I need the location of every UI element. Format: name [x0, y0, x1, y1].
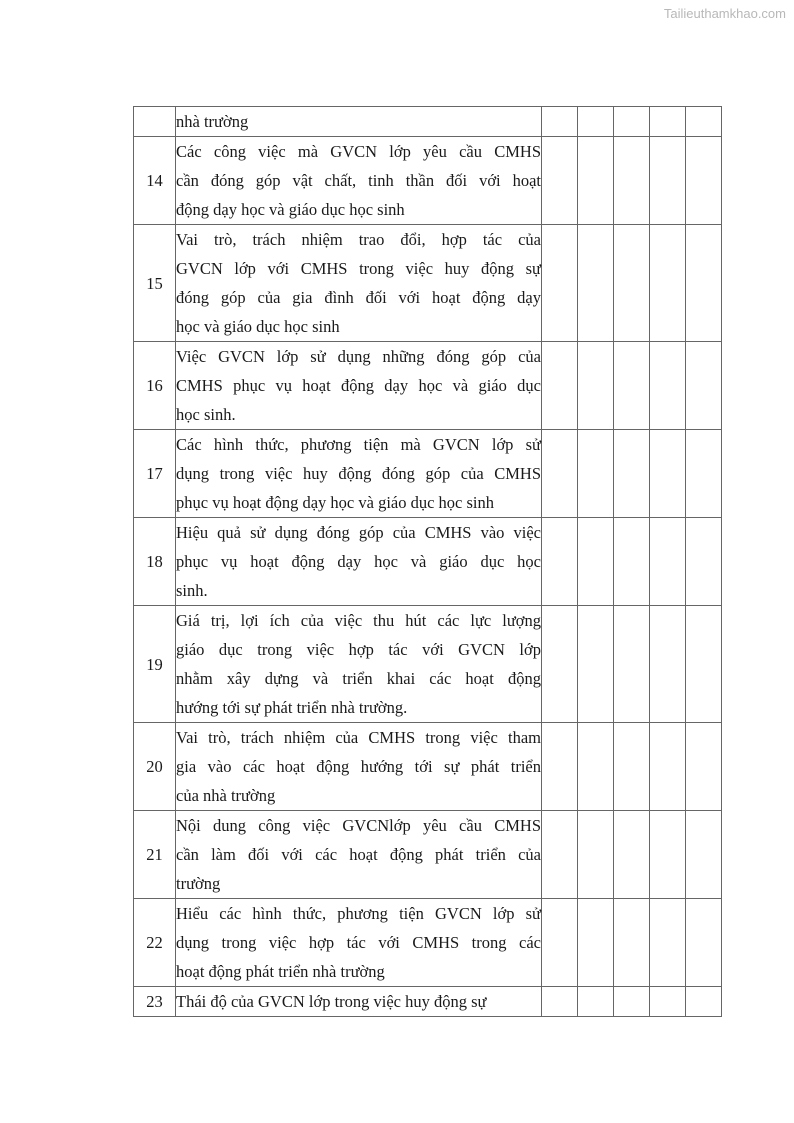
rating-cell[interactable] [614, 518, 650, 606]
item-content [176, 899, 542, 987]
rating-cell[interactable] [650, 342, 686, 430]
rating-cell[interactable] [542, 107, 578, 137]
item-number: 19 [134, 606, 176, 723]
rating-cell[interactable] [686, 987, 722, 1017]
rating-cell[interactable] [578, 899, 614, 987]
rating-cell[interactable] [650, 225, 686, 342]
table-row [134, 723, 722, 811]
item-content-line: học sinh. [176, 405, 236, 424]
rating-cell[interactable] [686, 342, 722, 430]
item-content [176, 723, 542, 811]
table-row [134, 899, 722, 987]
rating-cell[interactable] [686, 137, 722, 225]
item-number: 17 [134, 430, 176, 518]
rating-cell[interactable] [614, 899, 650, 987]
table-row [134, 137, 722, 225]
rating-cell[interactable] [686, 107, 722, 137]
item-content-line: trường [176, 874, 221, 893]
item-content [176, 606, 542, 723]
rating-cell[interactable] [686, 225, 722, 342]
item-content-line: dụng trong việc huy động đóng góp của CMHS [176, 464, 541, 483]
rating-cell[interactable] [542, 342, 578, 430]
rating-cell[interactable] [650, 723, 686, 811]
rating-cell[interactable] [542, 899, 578, 987]
rating-cell[interactable] [542, 518, 578, 606]
rating-cell[interactable] [686, 606, 722, 723]
item-number: 20 [134, 723, 176, 811]
item-number: 23 [134, 987, 176, 1017]
rating-cell[interactable] [650, 518, 686, 606]
rating-cell[interactable] [650, 137, 686, 225]
item-number: 18 [134, 518, 176, 606]
item-content-line: cần đóng góp vật chất, tinh thần đối với hoạt [176, 171, 541, 190]
rating-cell[interactable] [686, 899, 722, 987]
item-content-line: Giá trị, lợi ích của việc thu hút các lực lượng [176, 611, 541, 630]
item-content-line: động dạy học và giáo dục học sinh [176, 200, 405, 219]
item-content-line: sinh. [176, 581, 208, 600]
item-content [176, 430, 542, 518]
item-content-line: CMHS phục vụ hoạt động dạy học và giáo dục [176, 376, 541, 395]
table-row [134, 225, 722, 342]
watermark: Tailieuthamkhao.com [663, 6, 786, 21]
rating-cell[interactable] [614, 606, 650, 723]
item-number: 22 [134, 899, 176, 987]
rating-cell[interactable] [650, 811, 686, 899]
item-content-line: hướng tới sự phát triển nhà trường. [176, 698, 408, 717]
rating-cell[interactable] [686, 518, 722, 606]
table-row [134, 430, 722, 518]
rating-cell[interactable] [686, 430, 722, 518]
item-content-line: giáo dục trong việc hợp tác với GVCN lớp [176, 640, 541, 659]
rating-cell[interactable] [578, 606, 614, 723]
item-content [176, 137, 542, 225]
survey-table-body [134, 107, 722, 1017]
rating-cell[interactable] [614, 430, 650, 518]
item-content [176, 987, 542, 1017]
item-number [134, 107, 176, 137]
rating-cell[interactable] [578, 225, 614, 342]
table-row [134, 987, 722, 1017]
rating-cell[interactable] [614, 811, 650, 899]
rating-cell[interactable] [578, 107, 614, 137]
rating-cell[interactable] [614, 723, 650, 811]
survey-table [133, 106, 722, 1017]
item-content-line: đóng góp của gia đình đối với hoạt động dạy [176, 288, 541, 307]
item-content [176, 342, 542, 430]
item-content-line: Nội dung công việc GVCNlớp yêu cầu CMHS [176, 816, 541, 835]
rating-cell[interactable] [650, 606, 686, 723]
item-content [176, 811, 542, 899]
item-number: 15 [134, 225, 176, 342]
item-content-line: dụng trong việc hợp tác với CMHS trong các [176, 933, 541, 952]
rating-cell[interactable] [578, 723, 614, 811]
rating-cell[interactable] [578, 518, 614, 606]
rating-cell[interactable] [542, 723, 578, 811]
rating-cell[interactable] [650, 899, 686, 987]
item-content-line: phục vụ hoạt động dạy học và giáo dục học sinh [176, 493, 495, 512]
item-content-line: Vai trò, trách nhiệm của CMHS trong việc tham [176, 728, 541, 747]
item-content [176, 225, 542, 342]
item-content [176, 518, 542, 606]
rating-cell[interactable] [542, 606, 578, 723]
rating-cell[interactable] [650, 987, 686, 1017]
item-content-line: của nhà trường [176, 786, 276, 805]
rating-cell[interactable] [578, 342, 614, 430]
rating-cell[interactable] [650, 430, 686, 518]
rating-cell[interactable] [542, 987, 578, 1017]
rating-cell[interactable] [542, 137, 578, 225]
rating-cell[interactable] [614, 342, 650, 430]
item-content-line: nhà trường [176, 112, 249, 131]
item-number: 16 [134, 342, 176, 430]
rating-cell[interactable] [578, 987, 614, 1017]
rating-cell[interactable] [578, 137, 614, 225]
item-content-line: hoạt động phát triển nhà trường [176, 962, 385, 981]
rating-cell[interactable] [542, 430, 578, 518]
rating-cell[interactable] [686, 811, 722, 899]
item-content-line: Thái độ của GVCN lớp trong việc huy động sự [176, 992, 487, 1011]
table-row [134, 342, 722, 430]
item-number: 14 [134, 137, 176, 225]
table-row [134, 518, 722, 606]
item-content-line: Hiểu các hình thức, phương tiện GVCN lớp sử [176, 904, 541, 923]
item-content-line: Vai trò, trách nhiệm trao đổi, hợp tác của [176, 230, 541, 249]
rating-cell[interactable] [614, 987, 650, 1017]
item-content-line: Hiệu quả sử dụng đóng góp của CMHS vào việc [176, 523, 541, 542]
table-row [134, 811, 722, 899]
item-content-line: Các công việc mà GVCN lớp yêu cầu CMHS [176, 142, 541, 161]
table-row [134, 107, 722, 137]
item-content-line: Việc GVCN lớp sử dụng những đóng góp của [176, 347, 541, 366]
rating-cell[interactable] [542, 225, 578, 342]
item-content [176, 107, 542, 137]
item-number: 21 [134, 811, 176, 899]
item-content-line: học và giáo dục học sinh [176, 317, 340, 336]
rating-cell[interactable] [614, 137, 650, 225]
table-row [134, 606, 722, 723]
rating-cell[interactable] [542, 811, 578, 899]
item-content-line: gia vào các hoạt động hướng tới sự phát triển [176, 757, 541, 776]
rating-cell[interactable] [614, 225, 650, 342]
rating-cell[interactable] [650, 107, 686, 137]
rating-cell[interactable] [578, 430, 614, 518]
item-content-line: phục vụ hoạt động dạy học và giáo dục học [176, 552, 541, 571]
rating-cell[interactable] [686, 723, 722, 811]
item-content-line: cần làm đối với các hoạt động phát triển của [176, 845, 541, 864]
item-content-line: GVCN lớp với CMHS trong việc huy động sự [176, 259, 541, 278]
item-content-line: nhằm xây dựng và triển khai các hoạt động [176, 669, 541, 688]
item-content-line: Các hình thức, phương tiện mà GVCN lớp sử [176, 435, 541, 454]
rating-cell[interactable] [578, 811, 614, 899]
rating-cell[interactable] [614, 107, 650, 137]
